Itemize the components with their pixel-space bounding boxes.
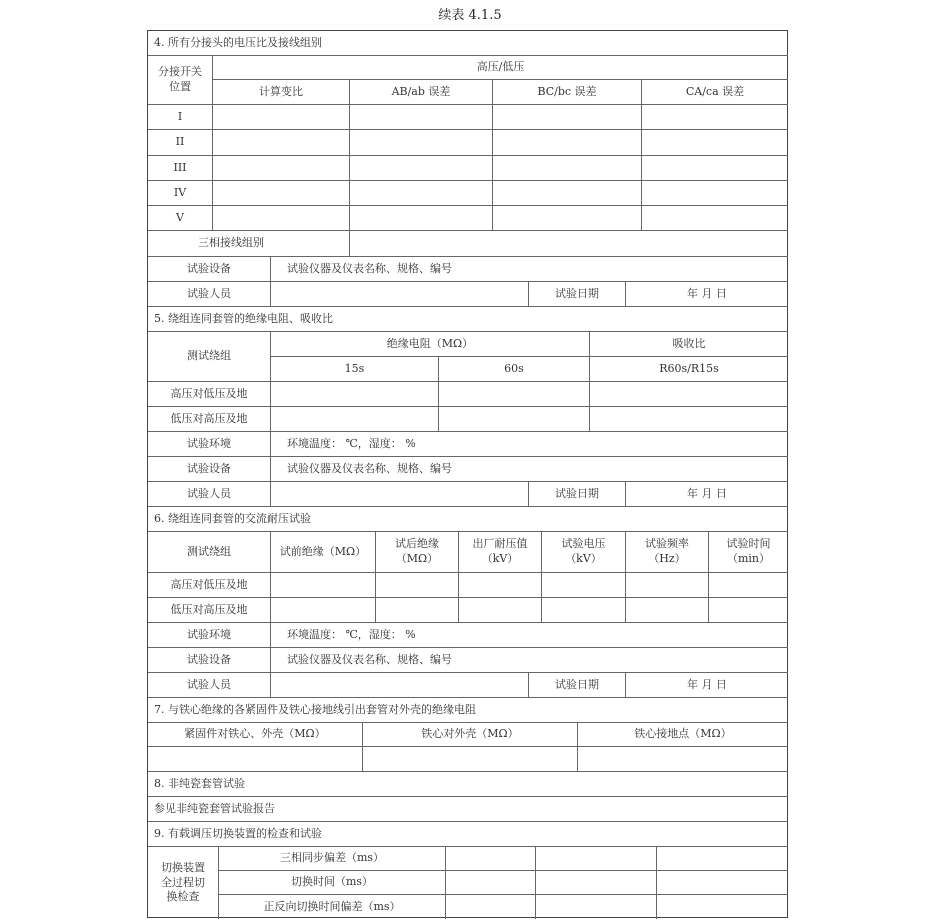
withstand-column-header: 试验时间 （min） (709, 532, 788, 573)
environment-value: 环境温度： ℃，湿度： % (271, 432, 788, 457)
equipment-value: 试验仪器及仪表名称、规格、编号 (271, 457, 788, 482)
ratio-input-cell[interactable] (350, 206, 493, 231)
date-label: 试验日期 (529, 282, 626, 307)
ratio-input-cell[interactable] (493, 206, 642, 231)
withstand-column-header: 试前绝缘（MΩ） (271, 532, 376, 573)
switch-check-row-label: 三相同步偏差（ms） (219, 847, 446, 871)
ratio-input-cell[interactable] (642, 181, 788, 206)
ratio-input-cell[interactable] (350, 181, 493, 206)
withstand-input-cell[interactable] (542, 598, 626, 623)
withstand-input-cell[interactable] (271, 598, 376, 623)
date-value: 年 月 日 (626, 282, 788, 307)
ir-15s-input[interactable] (271, 407, 439, 432)
ratio-formula-header: R60s/R15s (590, 357, 788, 382)
absorption-ratio-input[interactable] (590, 382, 788, 407)
tap-position-label: V (148, 206, 213, 231)
withstand-input-cell[interactable] (709, 573, 788, 598)
ir-60s-input[interactable] (439, 407, 590, 432)
personnel-input[interactable] (271, 282, 529, 307)
ratio-input-cell[interactable] (213, 156, 350, 181)
ratio-input-cell[interactable] (642, 105, 788, 130)
personnel-label: 试验人员 (148, 282, 271, 307)
ratio-input-cell[interactable] (493, 105, 642, 130)
withstand-input-cell[interactable] (626, 573, 709, 598)
ratio-input-cell[interactable] (213, 130, 350, 156)
winding-row-label: 高压对低压及地 (148, 573, 271, 598)
ir-15s-input[interactable] (271, 382, 439, 407)
switch-check-row-label: 正反向切换时间偏差（ms） (219, 895, 446, 919)
test-winding-header: 测试绕组 (148, 332, 271, 382)
tap-position-label: III (148, 156, 213, 181)
core-insulation-header: 紧固件对铁心、外壳（MΩ） (148, 723, 363, 747)
switch-check-row-label: 切换时间（ms） (219, 871, 446, 895)
withstand-input-cell[interactable] (709, 598, 788, 623)
equipment-label: 试验设备 (148, 457, 271, 482)
equipment-value: 试验仪器及仪表名称、规格、编号 (271, 648, 788, 673)
ratio-input-cell[interactable] (493, 156, 642, 181)
withstand-column-header: 试后绝缘 （MΩ） (376, 532, 459, 573)
personnel-input[interactable] (271, 673, 529, 698)
withstand-input-cell[interactable] (376, 573, 459, 598)
environment-label: 试验环境 (148, 432, 271, 457)
section-7-heading: 7. 与铁心绝缘的各紧固件及铁心接地线引出套管对外壳的绝缘电阻 (148, 698, 788, 723)
ratio-input-cell[interactable] (493, 130, 642, 156)
tap-position-label: II (148, 130, 213, 156)
equipment-label: 试验设备 (148, 648, 271, 673)
withstand-column-header: 试验电压 （kV） (542, 532, 626, 573)
withstand-column-header: 试验频率 （Hz） (626, 532, 709, 573)
date-label: 试验日期 (529, 482, 626, 507)
winding-row-label: 高压对低压及地 (148, 382, 271, 407)
withstand-input-cell[interactable] (459, 573, 542, 598)
inspection-form-table (147, 30, 788, 918)
switch-check-input[interactable] (446, 847, 536, 871)
withstand-column-header: 出厂耐压值 （kV） (459, 532, 542, 573)
equipment-value: 试验仪器及仪表名称、规格、编号 (271, 257, 788, 282)
ratio-column-header: CA/ca 误差 (642, 80, 788, 105)
withstand-input-cell[interactable] (271, 573, 376, 598)
absorption-ratio-input[interactable] (590, 407, 788, 432)
environment-value: 环境温度： ℃，湿度： % (271, 623, 788, 648)
section-8-heading: 8. 非纯瓷套管试验 (148, 772, 788, 797)
ratio-input-cell[interactable] (350, 105, 493, 130)
ratio-input-cell[interactable] (642, 130, 788, 156)
core-insulation-header: 铁心接地点（MΩ） (578, 723, 788, 747)
tap-position-header: 分接开关 位置 (148, 56, 213, 105)
section-5-heading: 5. 绕组连同套管的绝缘电阻、吸收比 (148, 307, 788, 332)
switch-check-input[interactable] (657, 847, 788, 871)
ratio-input-cell[interactable] (493, 181, 642, 206)
three-phase-group-label: 三相接线组别 (148, 231, 350, 257)
switch-check-input[interactable] (446, 871, 536, 895)
date-value: 年 月 日 (626, 673, 788, 698)
switch-check-group-label: 切换装置 全过程切 换检查 (148, 847, 219, 919)
insulation-resistance-header: 绝缘电阻（MΩ） (271, 332, 590, 357)
ir-60s-header: 60s (439, 357, 590, 382)
ratio-input-cell[interactable] (213, 105, 350, 130)
table-title: 续表 4.1.5 (438, 8, 502, 23)
date-value: 年 月 日 (626, 482, 788, 507)
absorption-ratio-header: 吸收比 (590, 332, 788, 357)
tap-position-label: IV (148, 181, 213, 206)
section-4-heading: 4. 所有分接头的电压比及接线组别 (148, 31, 788, 56)
withstand-input-cell[interactable] (542, 573, 626, 598)
three-phase-group-input[interactable] (350, 231, 788, 257)
core-insulation-input[interactable] (363, 747, 578, 772)
withstand-input-cell[interactable] (459, 598, 542, 623)
equipment-label: 试验设备 (148, 257, 271, 282)
withstand-column-header: 测试绕组 (148, 532, 271, 573)
personnel-label: 试验人员 (148, 673, 271, 698)
section-8-note: 参见非纯瓷套管试验报告 (148, 797, 788, 822)
ratio-input-cell[interactable] (642, 156, 788, 181)
date-label: 试验日期 (529, 673, 626, 698)
withstand-input-cell[interactable] (376, 598, 459, 623)
section-6-heading: 6. 绕组连同套管的交流耐压试验 (148, 507, 788, 532)
ratio-input-cell[interactable] (350, 156, 493, 181)
hv-lv-header: 高压/低压 (213, 56, 788, 80)
ratio-column-header: BC/bc 误差 (493, 80, 642, 105)
tap-position-label: I (148, 105, 213, 130)
ratio-input-cell[interactable] (642, 206, 788, 231)
ratio-column-header: AB/ab 误差 (350, 80, 493, 105)
switch-check-input[interactable] (657, 871, 788, 895)
winding-row-label: 低压对高压及地 (148, 407, 271, 432)
switch-check-input[interactable] (536, 895, 657, 919)
ratio-input-cell[interactable] (350, 130, 493, 156)
core-insulation-header: 铁心对外壳（MΩ） (363, 723, 578, 747)
winding-row-label: 低压对高压及地 (148, 598, 271, 623)
ratio-column-header: 计算变比 (213, 80, 350, 105)
ir-60s-input[interactable] (439, 382, 590, 407)
withstand-input-cell[interactable] (626, 598, 709, 623)
ratio-input-cell[interactable] (213, 181, 350, 206)
ir-15s-header: 15s (271, 357, 439, 382)
core-insulation-input[interactable] (578, 747, 788, 772)
section-9-heading: 9. 有载调压切换装置的检查和试验 (148, 822, 788, 847)
personnel-input[interactable] (271, 482, 529, 507)
switch-check-input[interactable] (657, 895, 788, 919)
switch-check-input[interactable] (446, 895, 536, 919)
switch-check-input[interactable] (536, 847, 657, 871)
ratio-input-cell[interactable] (213, 206, 350, 231)
personnel-label: 试验人员 (148, 482, 271, 507)
environment-label: 试验环境 (148, 623, 271, 648)
core-insulation-input[interactable] (148, 747, 363, 772)
switch-check-input[interactable] (536, 871, 657, 895)
